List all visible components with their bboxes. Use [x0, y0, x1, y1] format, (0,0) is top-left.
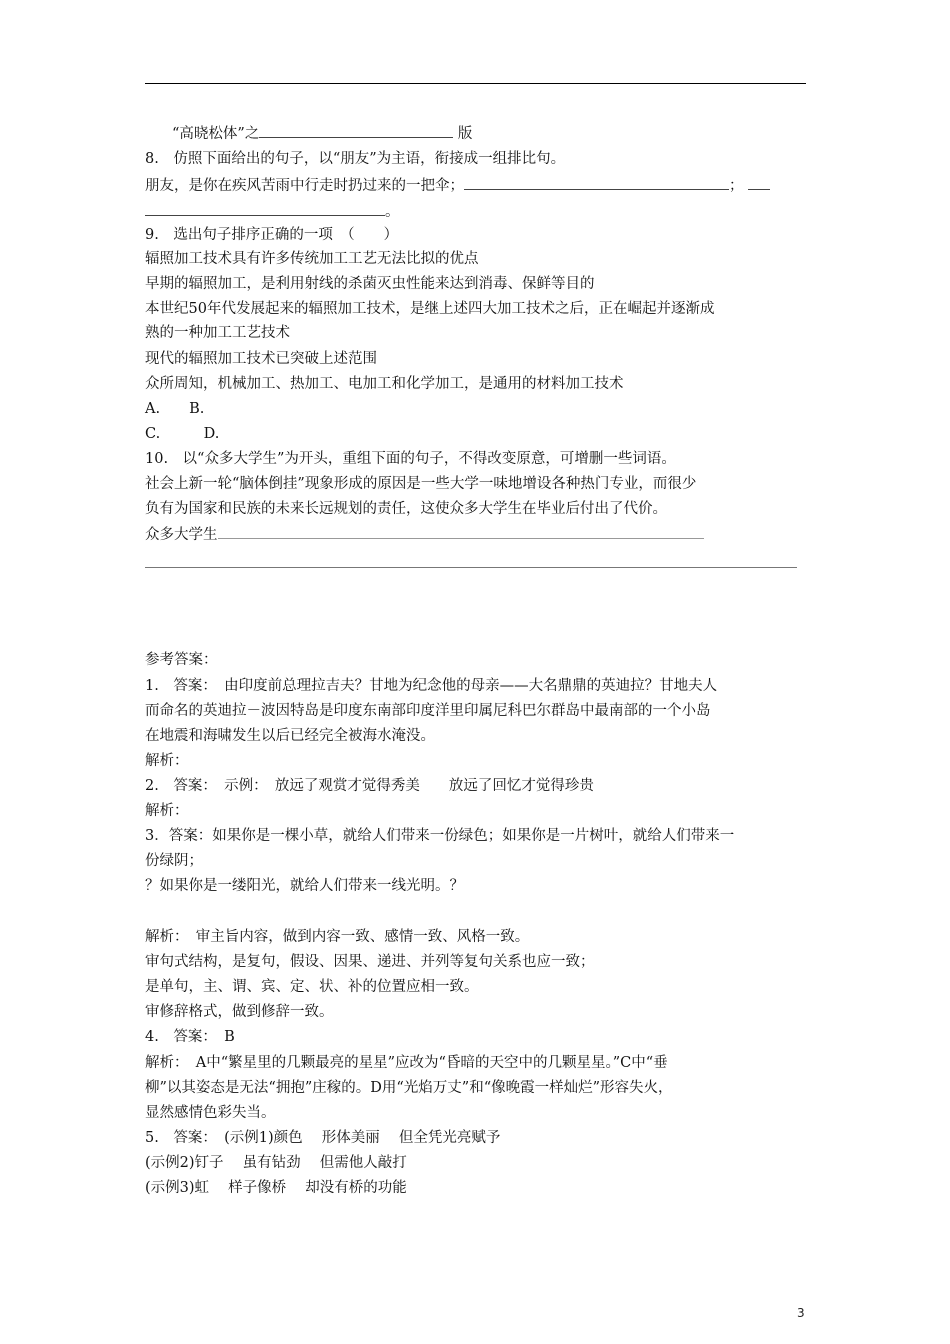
- answer-line: 柳”以其姿态是无法“拥抱”庄稼的。D用“光焰万丈”和“像晚霞一样灿烂”形容失火，: [145, 1080, 673, 1096]
- answer-line: 审修辞格式，做到修辞一致。: [145, 1004, 334, 1020]
- question-8: 8. 仿照下面给出的句子，以“朋友”为主语，衔接成一组排比句。: [145, 151, 566, 167]
- answer-line: 4. 答案： B: [145, 1029, 235, 1045]
- page-number: 3: [797, 1306, 805, 1320]
- text-line: 众所周知，机械加工、热加工、电加工和化学加工，是通用的材料加工技术: [145, 376, 624, 392]
- header-rule: [145, 83, 806, 84]
- text-line: 本世纪50年代发展起来的辐照加工技术，是继上述四大加工技术之后，正在崛起并逐渐成: [145, 301, 715, 317]
- answer-blank[interactable]: [748, 175, 770, 190]
- text-line: 众多大学生: [145, 524, 704, 545]
- text-line: “高晓松体”之 版: [172, 123, 472, 144]
- answer-line: (示例2)钉子 虽有钻劲 但需他人敲打: [145, 1155, 407, 1171]
- answer-blank-rule[interactable]: [145, 567, 797, 568]
- text-line: 朋友，是你在疾风苦雨中行走时扔过来的一把伞； ；: [145, 175, 770, 196]
- option-line: C. D.: [145, 426, 220, 442]
- question-9: 9. 选出句子排序正确的一项 （ ）: [145, 227, 399, 243]
- option-line: A. B.: [145, 401, 205, 417]
- answer-line: 份绿阴；: [145, 853, 203, 869]
- answer-line: 审句式结构，是复句，假设、因果、递进、并列等复句关系也应一致；: [145, 954, 595, 970]
- answer-line: (示例3)虹 样子像桥 却没有桥的功能: [145, 1180, 407, 1196]
- answer-line: 解析：: [145, 753, 189, 769]
- answers-heading: 参考答案：: [145, 652, 218, 668]
- answer-line: ？如果你是一缕阳光，就给人们带来一线光明。？: [145, 878, 464, 894]
- answer-blank[interactable]: [218, 524, 704, 539]
- answer-line: 1. 答案： 由印度前总理拉吉夫？甘地为纪念他的母亲——大名鼎鼎的英迪拉？甘地夫人: [145, 678, 718, 694]
- text-line: 辐照加工技术具有许多传统加工工艺无法比拟的优点: [145, 251, 479, 267]
- text-line: 社会上新一轮“脑体倒挂”现象形成的原因是一些大学一味地增设各种热门专业，而很少: [145, 476, 697, 492]
- answer-blank[interactable]: [145, 201, 385, 216]
- text-line: 负有为国家和民族的未来长远规划的责任，这使众多大学生在毕业后付出了代价。: [145, 501, 667, 517]
- text-line: 。: [145, 201, 400, 222]
- answer-line: 5. 答案： (示例1)颜色 形体美丽 但全凭光亮赋予: [145, 1130, 501, 1146]
- text-line: 现代的辐照加工技术已突破上述范围: [145, 351, 377, 367]
- answer-line: 在地震和海啸发生以后已经完全被海水淹没。: [145, 728, 435, 744]
- answer-line: 3．答案：如果你是一棵小草，就给人们带来一份绿色；如果你是一片树叶，就给人们带来一: [145, 828, 735, 844]
- text-line: 早期的辐照加工，是利用射线的杀菌灭虫性能来达到消毒、保鲜等目的: [145, 276, 595, 292]
- answer-line: 而命名的英迪拉－波因特岛是印度东南部印度洋里印属尼科巴尔群岛中最南部的一个小岛: [145, 703, 711, 719]
- answer-blank[interactable]: [464, 175, 729, 190]
- answer-line: 显然感情色彩失当。: [145, 1105, 276, 1121]
- text-line: 熟的一种加工工艺技术: [145, 325, 290, 341]
- answer-line: 解析： A中“繁星里的几颗最亮的星星”应改为“昏暗的天空中的几颗星星。”C中“垂: [145, 1055, 668, 1071]
- answer-line: 是单句，主、谓、宾、定、状、补的位置应相一致。: [145, 979, 479, 995]
- answer-line: 解析： 审主旨内容，做到内容一致、感情一致、风格一致。: [145, 929, 530, 945]
- answer-line: 2. 答案： 示例： 放远了观赏才觉得秀美 放远了回忆才觉得珍贵: [145, 778, 594, 794]
- question-10: 10. 以“众多大学生”为开头，重组下面的句子，不得改变原意，可增删一些词语。: [145, 451, 676, 467]
- answer-blank[interactable]: [259, 123, 453, 138]
- answer-line: 解析：: [145, 803, 189, 819]
